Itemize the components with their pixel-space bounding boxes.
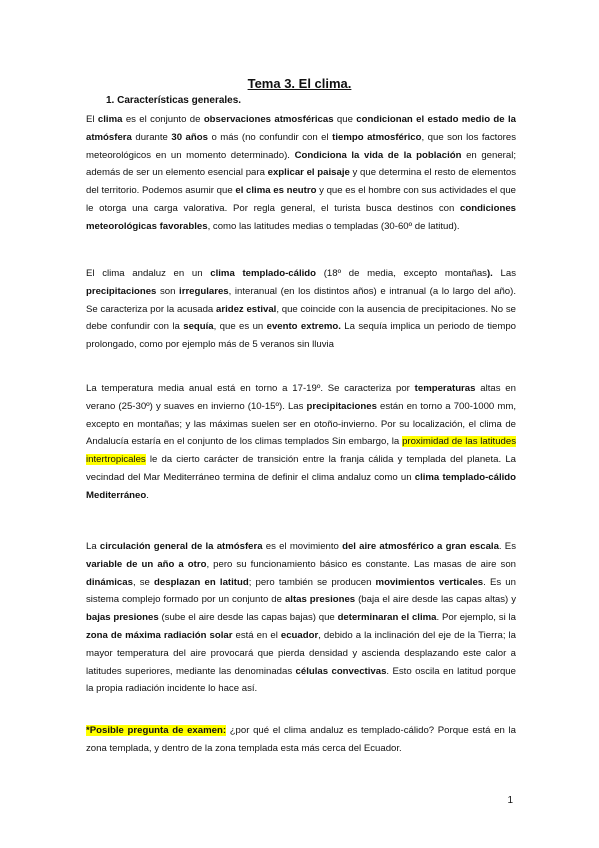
paragraph-5 [86, 722, 516, 758]
bold-text: 30 años [171, 131, 208, 143]
bold-text: células convectivas [295, 665, 387, 677]
bold-text: sequía [183, 321, 214, 333]
text-run: altas en verano (25-30º) y suaves en invierno (10-15º). Las [86, 383, 516, 412]
text-run: El [86, 114, 98, 125]
bold-text: bajas presiones [86, 612, 159, 624]
page-number: 1 [507, 795, 513, 806]
bold-text: condicionan el estado medio de la atmósfera [86, 114, 516, 143]
bold-text: el clima es neutro [235, 185, 317, 197]
text-run: , que son los factores meteorológicos en un momento determinado). [86, 131, 516, 161]
text-run: Las [492, 268, 517, 279]
text-run: , debido a la inclinación del eje de la Tierra; la mayor temperatura del aire provocará que pierda densidad y ascienda desplazando este calor a latitudes superiores, mediante las denominadas [86, 629, 516, 677]
text-run: , se [132, 576, 155, 588]
text-run: son [156, 285, 180, 297]
bold-text: desplazan en latitud [154, 576, 249, 588]
text-run: . Por ejemplo, si la [436, 612, 516, 624]
text-run: que [333, 114, 357, 125]
text-run: , como las latitudes medias o templadas (30-60º de latitud). [207, 220, 460, 232]
text-run: . Esto oscila en latitud porque la propia radiación incidente lo hace así. [86, 665, 516, 695]
text-run: La [86, 541, 100, 552]
text-run: , que coincide con la ausencia de precipitaciones. No se debe confundir con la [86, 303, 516, 333]
bold-text: altas presiones [284, 594, 356, 606]
bold-text: temperaturas [414, 383, 476, 394]
bold-text: evento extremo. [266, 321, 341, 333]
text-run: es el movimiento [262, 541, 343, 552]
highlighted-text: proximidad de las latitudes intertropicales [86, 436, 517, 466]
bold-text: movimientos verticales [375, 576, 484, 588]
bold-text: explicar el paisaje [267, 167, 350, 179]
bold-text: ). [486, 268, 493, 279]
text-run: ¿por qué el clima andaluz es templado-cálido? Porque está en la zona templada, y dentro de la zona templada esta más cerca del Ecuador. [86, 725, 516, 754]
bold-text: precipitaciones [306, 400, 377, 412]
text-run: ; pero también se producen [248, 576, 376, 588]
text-run: . Es un sistema complejo formado por un conjunto de [86, 576, 516, 606]
section-heading: 1. Características generales. [106, 95, 242, 106]
bold-text: del aire atmosférico a gran escala [342, 541, 499, 552]
text-run: están en torno a 700-1000 mm, excepto en montañas; y las máximas suelen ser en otoño-invierno. Por su localización, el clima de Andalucía estaría en el conjunto de los climas templados Sin embargo, la [86, 400, 517, 448]
text-run: o más (no confundir con el [207, 131, 333, 143]
bold-text: clima [97, 114, 123, 125]
text-run: y que es el hombre con sus actividades el que le otorga una carga valorativa. Por regla general, el turista busca destinos con [86, 185, 516, 214]
text-run: (sube el aire desde las capas bajas) que [158, 612, 338, 624]
bold-text: clima templado-cálido [210, 268, 317, 279]
paragraph-3 [86, 380, 516, 505]
text-run: durante [131, 131, 172, 143]
text-run: (baja el aire desde las capas altas) y [355, 594, 517, 606]
bold-text: ecuador [280, 629, 319, 641]
text-run: en general; además de ser un elemento esencial para [86, 149, 516, 179]
bold-text: Condiciona la vida de la población [294, 149, 462, 161]
text-run: está en el [232, 629, 281, 641]
bold-text: observaciones atmosféricas [203, 114, 334, 125]
bold-text: determinaran el clima [337, 612, 437, 624]
text-run: es el conjunto de [122, 114, 204, 125]
text-run: La sequía implica un periodo de tiempo prolongado, como por ejemplo más de 5 veranos sin lluvia [86, 321, 516, 351]
bold-text: dinámicas [86, 576, 133, 588]
paragraph-2 [86, 265, 516, 354]
bold-text: aridez estival [216, 303, 277, 315]
bold-text: precipitaciones [86, 285, 157, 297]
text-run: (18º de media, excepto montañas [316, 268, 487, 279]
highlighted-text: *Posible pregunta de examen: [86, 725, 227, 736]
text-run: El clima andaluz en un [86, 268, 211, 279]
text-run: . [146, 489, 149, 501]
page-title: Tema 3. El clima. [247, 76, 352, 91]
bold-text: circulación general de la atmósfera [99, 541, 263, 552]
text-run: y que determina el resto de elementos del territorio. Podemos asumir que [86, 167, 516, 197]
bold-text: tiempo atmosférico [332, 131, 422, 143]
paragraph-4 [86, 538, 516, 698]
bold-text: condiciones meteorológicas favorables [86, 202, 516, 232]
text-run: La temperatura media anual está en torno a 17-19º. Se caracteriza por [86, 383, 415, 394]
bold-text: variable de un año a otro [86, 558, 207, 570]
paragraph-1 [86, 111, 516, 236]
bold-text: clima templado-cálido Mediterráneo [86, 471, 517, 501]
bold-text: zona de máxima radiación solar [86, 629, 233, 641]
text-run: , pero su funcionamiento básico es constante. Las masas de aire son [206, 558, 516, 570]
text-run: , que es un [213, 321, 267, 333]
text-run: le da cierto carácter de transición entre la franja cálida y templada del planeta. La vecindad del Mar Mediterráneo termina de definir el clima andaluz como un [86, 454, 516, 483]
text-run: . Es [498, 541, 516, 552]
text-run: , interanual (en los distintos años) e intranual (a lo largo del año). Se caracteriza por la acusada [86, 285, 516, 315]
bold-text: irregulares [179, 285, 229, 297]
